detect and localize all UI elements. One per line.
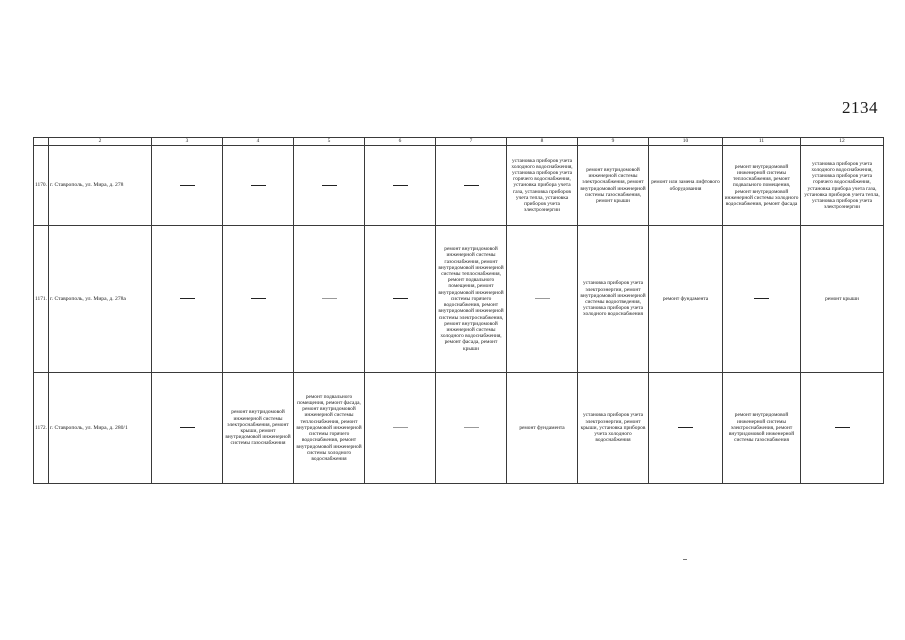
dash-mark (464, 185, 479, 186)
dash-mark (393, 185, 408, 186)
table-row (34, 373, 884, 484)
header-cell: 7 (436, 138, 507, 146)
work-cell: установка приборов учета холодного водоснабжения, установка приборов учета горячего водоснабжения, установка прибора учета газа, установка приборов учета тепла, установка приборов учета электроэнергии (801, 146, 884, 226)
dash-mark (678, 427, 693, 428)
empty-dash-cell (436, 373, 507, 484)
row-number: 1172. (34, 373, 49, 484)
dash-mark (464, 427, 479, 428)
dash-mark (322, 185, 337, 186)
work-cell: ремонт фундамента (649, 226, 723, 373)
address-cell: г. Ставрополь, ул. Мира, д. 280/1 (49, 373, 152, 484)
work-cell: ремонт внутридомовой инженерной системы электроснабжения, ремонт крыши, ремонт внутридомовой инженерной системы газоснабжения (223, 373, 294, 484)
empty-dash-cell (223, 146, 294, 226)
dash-mark (393, 298, 408, 299)
header-cell: 3 (152, 138, 223, 146)
work-cell: ремонт внутридомовой инженерной системы электроснабжения, ремонт внутридомовой инженерной системы газоснабжения, ремонт крыши (578, 146, 649, 226)
header-cell (34, 138, 49, 146)
header-cell: 8 (507, 138, 578, 146)
dash-mark (180, 185, 195, 186)
dash-mark (754, 298, 769, 299)
table-row (34, 226, 884, 373)
repair-schedule-table (33, 137, 884, 484)
row-number: 1171. (34, 226, 49, 373)
empty-dash-cell (223, 226, 294, 373)
empty-dash-cell (723, 226, 801, 373)
empty-dash-cell (801, 373, 884, 484)
dash-mark (535, 298, 550, 299)
dash-mark (322, 298, 337, 299)
empty-dash-cell (507, 226, 578, 373)
work-cell: установка приборов учета холодного водоснабжения, установка приборов учета горячего водоснабжения, установка прибора учета газа, установка приборов учета тепла, установка приборов учета электроэнергии (507, 146, 578, 226)
work-cell: ремонт крыши (801, 226, 884, 373)
empty-dash-cell (436, 146, 507, 226)
table-row (34, 146, 884, 226)
header-cell: 12 (801, 138, 884, 146)
header-cell: 9 (578, 138, 649, 146)
page-number: 2134 (842, 98, 878, 117)
header-cell: 11 (723, 138, 801, 146)
work-cell: ремонт внутридомовой инженерной системы газоснабжения, ремонт внутридомовой инженерной системы теплоснабжения, ремонт подвального помещения, ремонт внутридомовой инженерной системы горячего водоснабжения, ремонт внутридомовой инженерной системы электроснабжения, ремонт внутридомовой инженерной системы холодного водоснабжения, ремонт фасада, ремонт крыши (436, 226, 507, 373)
work-cell: ремонт или замена лифтового оборудования (649, 146, 723, 226)
empty-dash-cell (294, 226, 365, 373)
dash-mark (180, 427, 195, 428)
header-cell: 4 (223, 138, 294, 146)
address-cell: г. Ставрополь, ул. Мира, д. 278 (49, 146, 152, 226)
dash-mark (393, 427, 408, 428)
empty-dash-cell (294, 146, 365, 226)
empty-dash-cell (365, 146, 436, 226)
work-cell: ремонт внутридомовой инженерной системы электроснабжения, ремонт внутридомовой инженерной системы газоснабжения (723, 373, 801, 484)
work-cell: установка приборов учета электроэнергии, ремонт крыши, установка приборов учета холодного водоснабжения (578, 373, 649, 484)
work-cell: ремонт подвального помещения, ремонт фасада, ремонт внутридомовой инженерной системы теплоснабжения, ремонт внутридомовой инженерной системы горячего водоснабжения, ремонт внутридомовой инженерной системы холодного водоснабжения (294, 373, 365, 484)
scan-mark (683, 559, 687, 560)
empty-dash-cell (649, 373, 723, 484)
header-cell: 10 (649, 138, 723, 146)
row-number: 1170. (34, 146, 49, 226)
dash-mark (251, 185, 266, 186)
address-cell: г. Ставрополь, ул. Мира, д. 278а (49, 226, 152, 373)
header-cell: 2 (49, 138, 152, 146)
empty-dash-cell (365, 226, 436, 373)
dash-mark (251, 298, 266, 299)
empty-dash-cell (152, 373, 223, 484)
empty-dash-cell (152, 226, 223, 373)
header-row (34, 138, 884, 146)
empty-dash-cell (152, 146, 223, 226)
dash-mark (835, 427, 850, 428)
work-cell: установка приборов учета электроэнергии, ремонт внутридомовой инженерной системы водоотведения, установка приборов учета холодного водоснабжения (578, 226, 649, 373)
work-cell: ремонт фундамента (507, 373, 578, 484)
dash-mark (180, 298, 195, 299)
header-cell: 6 (365, 138, 436, 146)
work-cell: ремонт внутридомовой инженерной системы теплоснабжения, ремонт подвального помещения, ремонт внутридомовой инженерной системы холодного водоснабжения, ремонт фасада (723, 146, 801, 226)
empty-dash-cell (365, 373, 436, 484)
header-cell: 5 (294, 138, 365, 146)
